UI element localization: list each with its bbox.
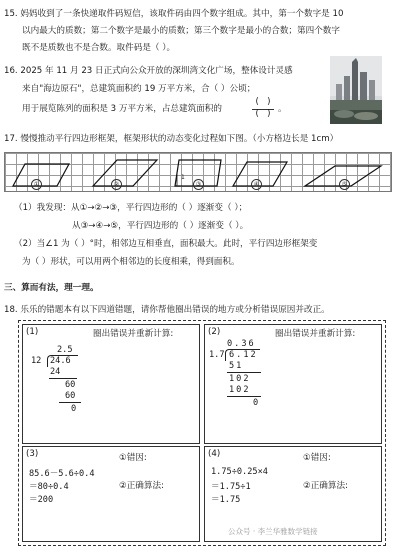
shape-label-1: ① [31, 179, 42, 190]
shape-label-2: ② [111, 179, 122, 190]
q17-title: 17. 慢慢推动平行四边形框架，框架形状的动态变化过程如下图。（小方格边长是 1cm） [4, 134, 339, 144]
box1-row2: 60 [65, 380, 76, 390]
box4-correct-method: ②正确算法: [303, 481, 348, 491]
box2-quotient: 0.36 [227, 339, 256, 349]
q17-grid [4, 152, 392, 192]
q15-line2: 以内最大的质数；第二个数字是最小的质数；第三个数字是最小的合数；第四个数字 [22, 26, 340, 36]
shape-label-5: ⑤ [339, 179, 350, 190]
box1-dividend: 24.6 [50, 356, 71, 366]
box4-step2: ＝1.75 [211, 495, 241, 505]
box2-rule1 [227, 372, 261, 373]
box4-error-reason: ①错因: [303, 453, 331, 463]
box3-correct-method: ②正确算法: [119, 481, 164, 491]
box2-row4: 0 [253, 398, 259, 408]
q16-line1: 16. 2025 年 11 月 23 日正式向公众开放的深圳湾文化广场，整体设计灵感 [4, 66, 293, 76]
q18-box-1 [22, 324, 200, 444]
box2-number: (2) [208, 327, 221, 337]
q18-box-2 [204, 324, 382, 444]
q16-line4: 。 [278, 104, 287, 114]
shape-label-4: ④ [251, 179, 262, 190]
q17-s4: 为（ ）形状，可以用两个相邻边的长度相乘，得到面积。 [22, 257, 240, 267]
box1-row1: 24 [50, 367, 61, 377]
box1-divisor: 12 [31, 356, 42, 366]
box1-header: 圈出错误并重新计算: [93, 329, 174, 339]
q16-line2: 来自"海边原石"，总建筑面积约 19 万平方米，合（ ）公顷； [22, 84, 256, 94]
box1-row3: 60 [65, 391, 76, 401]
box2-row2: 102 [229, 374, 251, 384]
q16-line3: 用于展览陈列的面积是 3 万平方米，占总建筑面积的 [22, 104, 222, 114]
q17-s2: 从③→④→⑤，平行四边形的（ ）逐渐变（ ）。 [72, 221, 249, 231]
shape-label-3: ③ [193, 179, 204, 190]
box3-step1: ＝80÷0.4 [29, 482, 69, 492]
box4-expression: 1.75÷0.25×4 [211, 467, 268, 477]
box1-row4: 0 [71, 404, 77, 414]
watermark: 公众号 · 李兰华雅数学链接 [228, 527, 318, 536]
q15-line3: 既不是质数也不是合数。取件码是（ ）。 [22, 43, 176, 53]
q15-line1: 15. 妈妈收到了一条快递取件码短信，该取件码由四个数字组成。其中，第一个数字是 10 [4, 9, 344, 19]
box3-expression: 85.6－5.6÷0.4 [29, 469, 95, 479]
q17-s1: （1）我发现：从①→②→③，平行四边形的（ ）逐渐变（ ）； [14, 203, 248, 213]
city-photo [330, 56, 382, 124]
box1-quotient: 2.5 [57, 345, 73, 355]
box3-step2: ＝200 [29, 495, 54, 505]
box2-divisor: 1.7 [209, 350, 225, 360]
box2-header: 圈出错误并重新计算: [275, 329, 356, 339]
angle-label: 1 [181, 174, 185, 181]
box2-row1: 51 [229, 361, 244, 371]
box3-error-reason: ①错因: [119, 453, 147, 463]
q16-fraction-blank[interactable]: $\frac{( )}{( )}$ [252, 98, 274, 119]
q18-title: 18. 乐乐的错题本有以下四道错题，请你帮他圈出错误的地方或分析错误原因并改正。 [4, 305, 330, 315]
box2-rule2 [227, 396, 261, 397]
box1-rule2 [59, 402, 81, 403]
box4-number: (4) [208, 449, 221, 459]
box2-dividend: 6.12 [229, 350, 258, 360]
section-3-heading: 三、算而有法，理一理。 [4, 283, 99, 293]
box2-row3: 102 [229, 385, 251, 395]
q17-s3: （2）当∠1 为（ ）°时，相邻边互相垂直，面积最大。此时，平行四边形框架变 [14, 239, 318, 249]
box4-step1: ＝1.75÷1 [211, 482, 251, 492]
box3-number: (3) [26, 449, 39, 459]
q18-box-3 [22, 446, 200, 542]
box1-number: (1) [26, 327, 39, 337]
box1-rule1 [49, 378, 77, 379]
